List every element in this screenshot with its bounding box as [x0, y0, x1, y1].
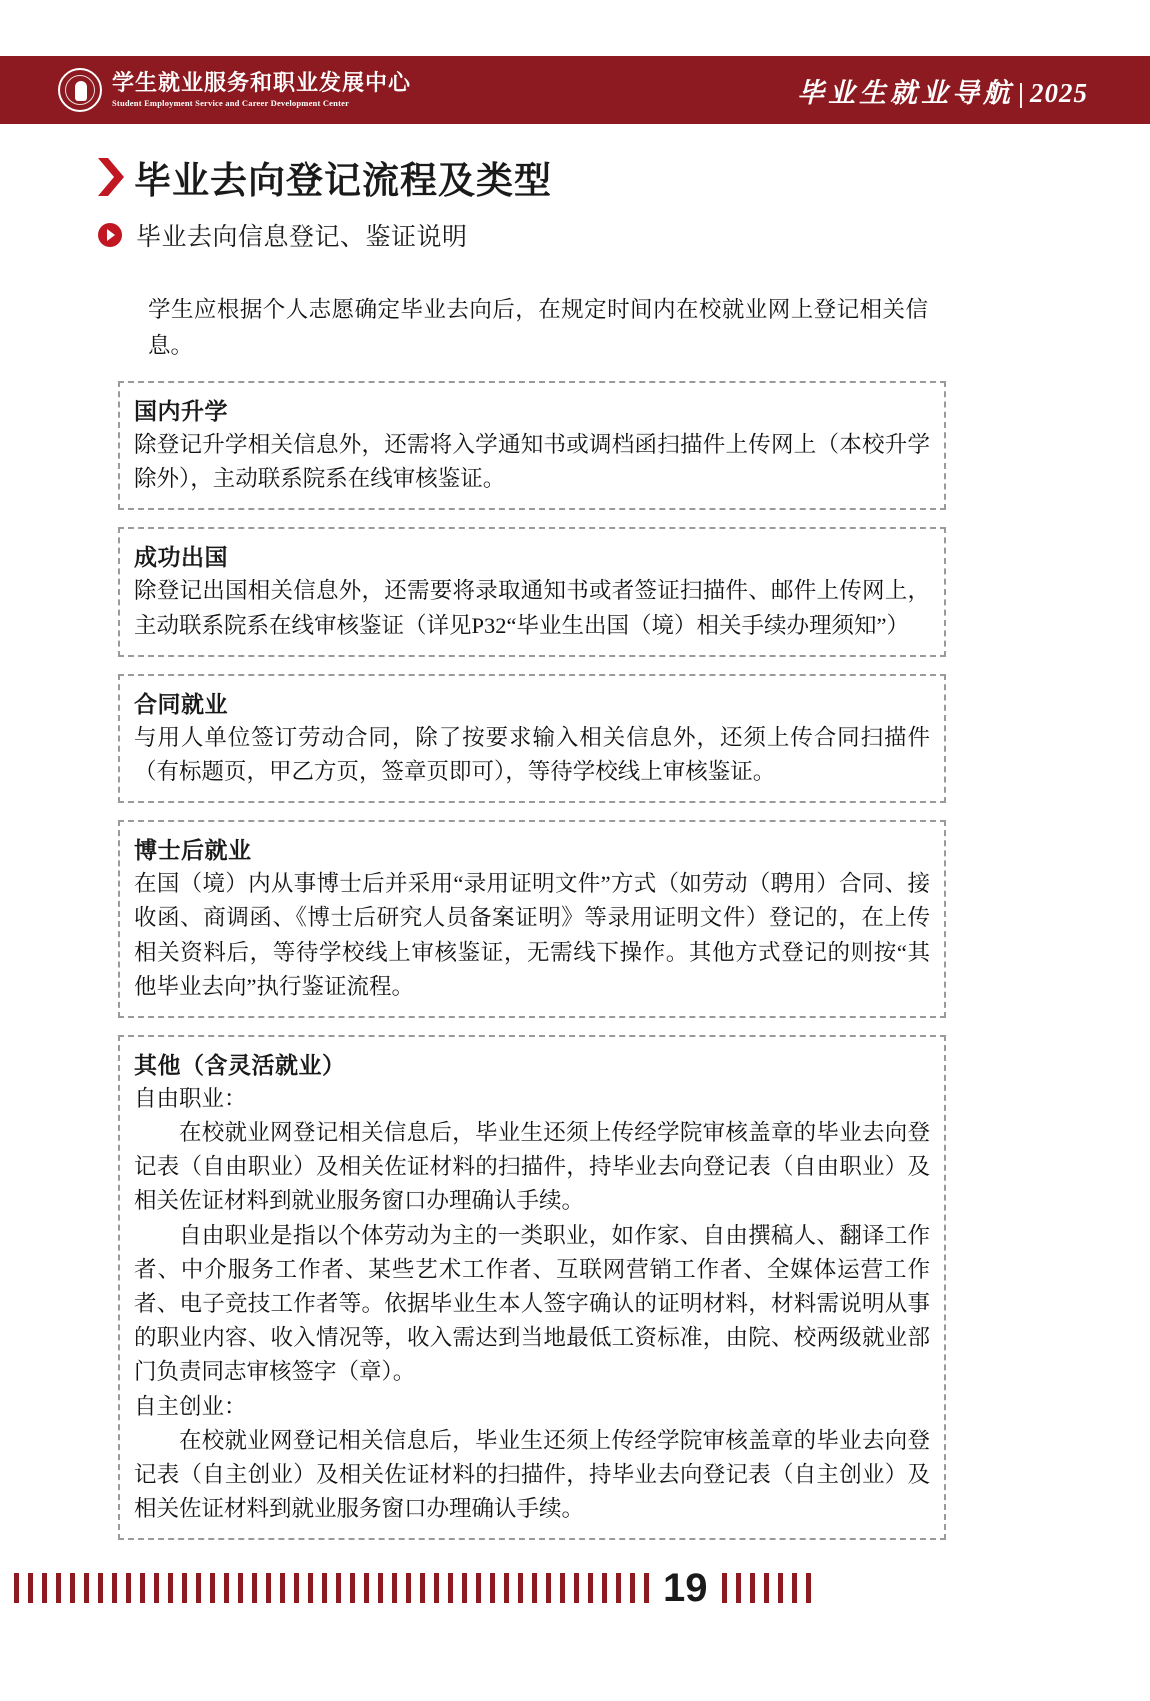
footer-tick: [224, 1573, 229, 1603]
footer-tick: [574, 1573, 579, 1603]
footer-tick: [168, 1573, 173, 1603]
footer-tick: [378, 1573, 383, 1603]
footer-tick: [750, 1573, 755, 1603]
freelance-paragraph-1: 在校就业网登记相关信息后，毕业生还须上传经学院审核盖章的毕业去向登记表（自由职业）及相关佐证材料的扫描件，持毕业去向登记表（自由职业）及相关佐证材料到就业服务窗口办理确认手续。: [134, 1120, 930, 1214]
footer-tick: [806, 1573, 811, 1603]
footer-tick: [266, 1573, 271, 1603]
footer-tick: [238, 1573, 243, 1603]
footer-tick: [112, 1573, 117, 1603]
page-header: [0, 56, 1150, 124]
page-title-row: [96, 150, 552, 204]
footer-tick: [322, 1573, 327, 1603]
footer-tick: [532, 1573, 537, 1603]
header-divider: |: [1018, 77, 1028, 108]
section-subtitle: 毕业去向信息登记、鉴证说明: [136, 223, 468, 251]
footer-tick: [616, 1573, 621, 1603]
box-body: 在国（境）内从事博士后并采用“录用证明文件”方式（如劳动（聘用）合同、接收函、商调函、《博士后研究人员备案证明》等录用证明文件）登记的，在上传相关资料后，等待学校线上审核鉴证，无需线下操作。其他方式登记的则按“其他毕业去向”执行鉴证流程。: [134, 871, 930, 999]
page-footer: [0, 1566, 1150, 1610]
footer-tick: [462, 1573, 467, 1603]
footer-tick: [56, 1573, 61, 1603]
chevron-right-icon: [96, 156, 126, 198]
box-title: 合同就业: [134, 690, 228, 717]
footer-tick: [364, 1573, 369, 1603]
box-body: 除登记出国相关信息外，还需要将录取通知书或者签证扫描件、邮件上传网上，主动联系院系在线审核鉴证（详见P32“毕业生出国（境）相关手续办理须知”）: [134, 578, 930, 638]
footer-tick: [764, 1573, 769, 1603]
footer-tick: [70, 1573, 75, 1603]
footer-tick: [280, 1573, 285, 1603]
brand-text: [112, 72, 411, 108]
footer-tick: [722, 1573, 727, 1603]
section-subtitle-row: [98, 217, 468, 253]
footer-tick: [140, 1573, 145, 1603]
freelance-label: 自由职业：: [134, 1085, 247, 1111]
freelance-paragraph-2: 自由职业是指以个体劳动为主的一类职业，如作家、自由撰稿人、翻译工作者、中介服务工作者、某些艺术工作者、互联网营销工作者、全媒体运营工作者、电子竞技工作者等。依据毕业生本人签字确认的证明材料，材料需说明从事的职业内容、收入情况等，收入需达到当地最低工资标准，由院、校两级就业部门负责同志审核签字（章）。: [134, 1222, 930, 1385]
footer-tick: [210, 1573, 215, 1603]
footer-tick: [392, 1573, 397, 1603]
content-boxes: [118, 381, 946, 1557]
footer-tick: [518, 1573, 523, 1603]
footer-tick: [644, 1573, 649, 1603]
box-title: 博士后就业: [134, 837, 252, 864]
footer-tick: [252, 1573, 257, 1603]
footer-tick: [630, 1573, 635, 1603]
footer-tick: [560, 1573, 565, 1603]
footer-tick: [448, 1573, 453, 1603]
header-year: 2025: [1030, 77, 1088, 108]
page-title: 毕业去向登记流程及类型: [134, 160, 552, 201]
footer-tick-row-right: [722, 1573, 811, 1603]
info-box-postdoc-employment: [118, 820, 946, 1018]
info-box-domestic-study: [118, 381, 946, 510]
footer-tick: [588, 1573, 593, 1603]
footer-tick-row-left: [14, 1573, 649, 1603]
brand-name-en: Student Employment Service and Career Development Center: [112, 98, 350, 109]
footer-tick: [476, 1573, 481, 1603]
header-title-cn: 毕业生就业导航: [797, 77, 1015, 108]
footer-tick: [490, 1573, 495, 1603]
header-title-block: [797, 71, 1088, 110]
box-title: 国内升学: [134, 398, 228, 424]
footer-tick: [28, 1573, 33, 1603]
footer-tick: [14, 1573, 19, 1603]
brand-block: [58, 68, 411, 112]
box-title: 其他（含灵活就业）: [134, 1051, 346, 1078]
footer-tick: [308, 1573, 313, 1603]
page-number: 19: [663, 1566, 708, 1610]
box-body: 除登记升学相关信息外，还需将入学通知书或调档函扫描件上传网上（本校升学除外），主动联系院系在线审核鉴证。: [134, 432, 930, 492]
footer-tick: [504, 1573, 509, 1603]
footer-tick: [42, 1573, 47, 1603]
footer-tick: [420, 1573, 425, 1603]
footer-tick: [196, 1573, 201, 1603]
footer-tick: [434, 1573, 439, 1603]
footer-tick: [182, 1573, 187, 1603]
footer-tick: [336, 1573, 341, 1603]
box-title: 成功出国: [134, 544, 228, 571]
play-circle-icon: [98, 223, 122, 247]
footer-tick: [778, 1573, 783, 1603]
footer-tick: [792, 1573, 797, 1603]
footer-tick: [154, 1573, 159, 1603]
footer-tick: [350, 1573, 355, 1603]
info-box-contract-employment: [118, 674, 946, 803]
info-box-study-abroad: [118, 527, 946, 656]
footer-tick: [546, 1573, 551, 1603]
info-box-other-flexible-employment: [118, 1035, 946, 1540]
footer-tick: [126, 1573, 131, 1603]
startup-paragraph: 在校就业网登记相关信息后，毕业生还须上传经学院审核盖章的毕业去向登记表（自主创业）及相关佐证材料的扫描件，持毕业去向登记表（自主创业）及相关佐证材料到就业服务窗口办理确认手续。: [134, 1427, 930, 1522]
startup-label: 自主创业：: [134, 1393, 247, 1419]
university-seal-icon: [58, 68, 102, 112]
footer-tick: [98, 1573, 103, 1603]
intro-paragraph: 学生应根据个人志愿确定毕业去向后，在规定时间内在校就业网上登记相关信息。: [148, 297, 928, 358]
footer-tick: [294, 1573, 299, 1603]
footer-tick: [84, 1573, 89, 1603]
footer-tick: [736, 1573, 741, 1603]
brand-name-cn: 学生就业服务和职业发展中心: [112, 70, 412, 96]
box-body: 与用人单位签订劳动合同，除了按要求输入相关信息外，还须上传合同扫描件（有标题页，甲乙方页，签章页即可），等待学校线上审核鉴证。: [134, 724, 930, 784]
footer-tick: [406, 1573, 411, 1603]
footer-tick: [602, 1573, 607, 1603]
